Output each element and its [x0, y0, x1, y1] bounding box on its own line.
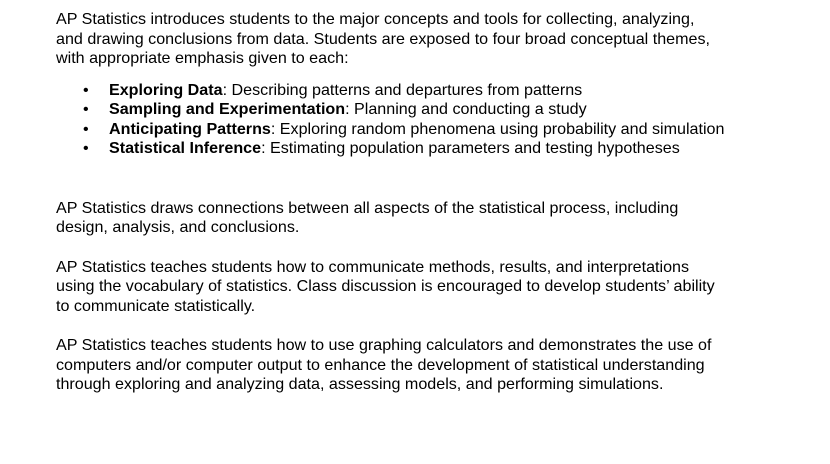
bullet-icon: •: [83, 100, 89, 118]
list-item: [83, 100, 826, 120]
theme-term: Anticipating Patterns: [109, 119, 271, 138]
theme-description: : Planning and conducting a study: [345, 100, 587, 118]
technology-paragraph: AP Statistics teaches students how to use graphing calculators and demonstrates the use of computers and/or computer output to enhance the development of statistical understanding through exploring and analyzing data, assessing models, and performing simulations.: [56, 336, 712, 393]
list-item: [83, 80, 826, 101]
theme-description: : Exploring random phenomena using probability and simulation: [270, 119, 725, 138]
intro-paragraph: AP Statistics introduces students to the major concepts and tools for collecting, analyzing, and drawing conclusions from data. Students are exposed to four broad conceptual themes, with appropriate emphasis given to each:: [56, 10, 710, 67]
themes-list: [56, 81, 826, 159]
theme-description: : Describing patterns and departures from patterns: [222, 80, 583, 99]
theme-term: Sampling and Experimentation: [109, 100, 346, 118]
process-paragraph: AP Statistics draws connections between all aspects of the statistical process, including design, analysis, and conclusions.: [56, 198, 679, 236]
list-item: [83, 139, 826, 159]
theme-description: : Estimating population parameters and testing hypotheses: [261, 139, 680, 157]
bullet-icon: •: [83, 139, 89, 157]
communication-paragraph: AP Statistics teaches students how to communicate methods, results, and interpretations using the vocabulary of statistics. Class discussion is encouraged to develop students’ ability to communicate statistically.: [56, 257, 715, 315]
document-body: [56, 10, 826, 395]
list-item: [83, 119, 826, 140]
theme-term: Exploring Data: [109, 80, 223, 99]
theme-term: Statistical Inference: [109, 139, 262, 157]
bullet-icon: •: [83, 80, 89, 99]
bullet-icon: •: [83, 119, 89, 138]
